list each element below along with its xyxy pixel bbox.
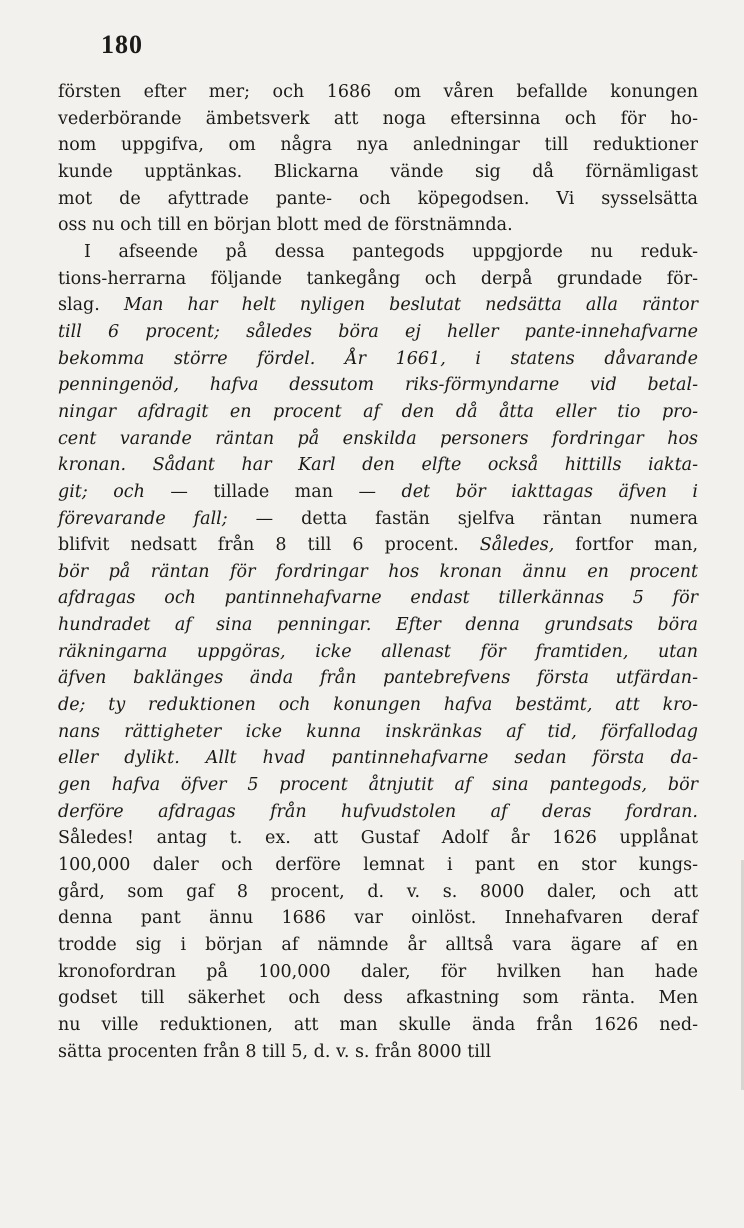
text-line [58,426,698,453]
text-line [58,932,698,959]
italic-text-segment: git; och [58,481,145,502]
text-segment: vederbörande ämbetsverk att noga eftersinna och för ho- [58,108,698,129]
text-segment: blifvit nedsatt från 8 till 6 procent. [58,535,480,556]
text-line [58,319,698,346]
text-segment: nu ville reduktionen, att man skulle ända från 1626 ned- [58,1014,698,1035]
text-segment: fortfor man, [554,535,699,556]
text-line [58,745,698,772]
text-line [58,212,698,239]
text-segment: Således! antag t. ex. att Gustaf Adolf år 1626 upplånat [58,828,698,849]
text-segment: I afseende på dessa pantegods uppgjorde nu reduk- [84,241,698,262]
italic-text-segment: ningar afdragit en procent af den då åtta eller tio pro- [58,401,698,422]
italic-text-segment: penningenöd, hafva dessutom riks-förmyndarne vid betal- [58,375,698,396]
text-line [58,132,698,159]
text-segment: denna pant ännu 1686 var oinlöst. Innehafvaren deraf [58,908,698,929]
italic-text-segment: förevarande fall; [58,508,228,529]
text-line [58,239,698,266]
text-line [58,825,698,852]
text-line [58,266,698,293]
text-line [58,719,698,746]
page-number: 180 [101,30,143,59]
italic-text-segment: Således, [479,535,555,556]
text-segment: — tillade man — [144,481,402,502]
text-line [58,532,698,559]
text-segment: nom uppgifva, om några nya anledningar till reduktioner [58,135,698,156]
italic-text-segment: det bör iakttagas äfven i [401,481,698,502]
italic-text-segment: räkningarna uppgöras, icke allenast för framtiden, utan [58,641,698,662]
text-line [58,639,698,666]
text-line [58,399,698,426]
text-segment: kunde upptänkas. Blickarna vände sig då förnämligast [58,161,698,182]
italic-text-segment: derföre afdragas från hufvudstolen af deras fordran. [58,801,698,822]
italic-text-segment: till 6 procent; således böra ej heller pante-innehafvarne [58,321,698,342]
text-segment: sätta procenten från 8 till 5, d. v. s. från 8000 till [58,1041,492,1062]
italic-text-segment: afdragas och pantinnehafvarne endast tillerkännas 5 för [58,588,698,609]
text-line [58,905,698,932]
text-segment: kronofordran på 100,000 daler, för hvilken han hade [58,961,698,982]
text-line [58,852,698,879]
italic-text-segment: cent varande räntan på enskilda personers fordringar hos [58,428,698,449]
text-segment: gård, som gaf 8 procent, d. v. s. 8000 daler, och att [58,881,698,902]
text-line [58,799,698,826]
text-line [58,879,698,906]
italic-text-segment: hundradet af sina penningar. Efter denna grundsats böra [58,615,698,636]
text-line [58,692,698,719]
text-line [58,985,698,1012]
text-segment: slag. [58,295,124,316]
italic-text-segment: kronan. Sådant har Karl den elfte också hittills iakta- [58,455,698,476]
text-line [58,186,698,213]
text-line [58,585,698,612]
text-line [58,665,698,692]
text-line [58,372,698,399]
text-segment: — detta fastän sjelfva räntan numera [227,508,698,529]
italic-text-segment: nans rättigheter icke kunna inskränkas af tid, förfallodag [58,721,698,742]
italic-text-segment: Man har helt nyligen beslutat nedsätta alla räntor [123,295,698,316]
italic-text-segment: bör på räntan för fordringar hos kronan ännu en procent [58,561,698,582]
text-line [58,346,698,373]
text-line [58,506,698,533]
text-segment: mot de afyttrade pante- och köpegodsen. Vi sysselsätta [58,188,698,209]
text-segment: oss nu och till en början blott med de förstnämnda. [58,215,513,236]
text-segment: tions-herrarna följande tankegång och derpå grundade för- [58,268,698,289]
text-line [58,452,698,479]
text-line [58,559,698,586]
text-line [58,772,698,799]
italic-text-segment: bekomma större fördel. År 1661, i statens dåvarande [58,348,698,369]
text-line [58,612,698,639]
text-line [58,959,698,986]
text-line [58,79,698,106]
italic-text-segment: eller dylikt. Allt hvad pantinnehafvarne sedan första da- [58,748,698,769]
italic-text-segment: äfven baklänges ända från pantebrefvens första utfärdan- [58,668,698,689]
text-segment: trodde sig i början af nämnde år alltså vara ägare af en [58,935,698,955]
text-line [58,1039,698,1066]
text-segment: 100,000 daler och derföre lemnat i pant en stor kungs- [58,855,698,876]
text-line [58,292,698,319]
text-line [58,106,698,133]
text-segment: försten efter mer; och 1686 om våren befallde konungen [58,82,698,102]
italic-text-segment: de; ty reduktionen och konungen hafva bestämt, att kro- [58,695,698,716]
text-line [58,1012,698,1039]
text-line [58,479,698,506]
italic-text-segment: gen hafva öfver 5 procent åtnjutit af sina pantegods, bör [58,775,698,796]
text-line [58,159,698,186]
body-text [58,79,698,1065]
text-segment: godset till säkerhet och dess afkastning som ränta. Men [58,988,698,1009]
